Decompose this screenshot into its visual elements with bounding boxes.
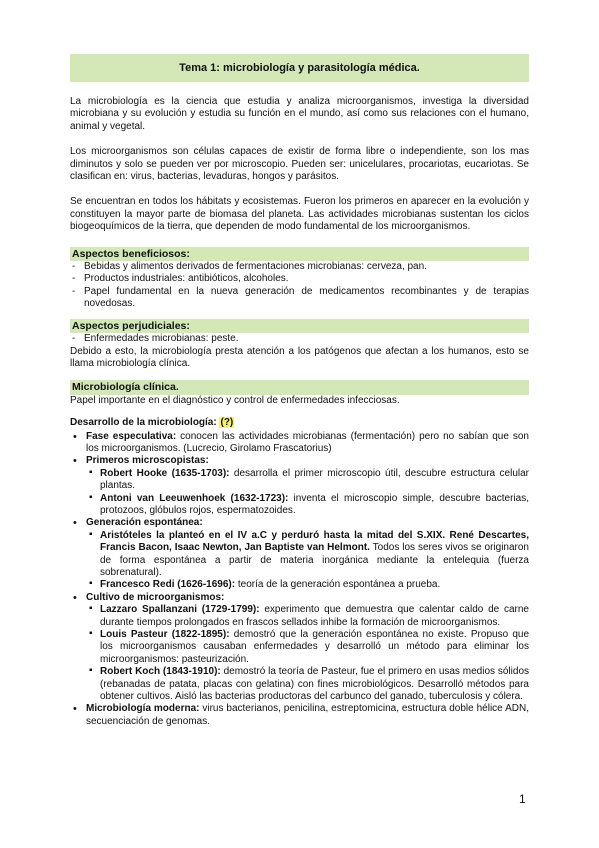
intro-paragraph-1: La microbiología es la ciencia que estudia y analiza microorganismos, investiga la diversidad microbiana y su evolución y estudia su función en el mundo, así como sus relaciones con el humano, animal y vegetal.: [70, 96, 529, 132]
item-text: inventa el microscopio simple, descubre bacterias, protozoos, glóbulos rojos, espermatozoides.: [100, 492, 529, 516]
list-item: - Enfermedades microbianas: peste.: [70, 333, 529, 345]
list-item: - Productos industriales: antibióticos, alcoholes.: [70, 273, 529, 285]
item-text: conocen las actividades microbianas (fermentación) pero no sabían que son los microorganismos. (Lucrecio, Girolamo Frascatorius): [86, 430, 529, 454]
list-item: - Bebidas y alimentos derivados de fermentaciones microbianas: cerveza, pan.: [70, 261, 529, 273]
document-body: [70, 96, 529, 728]
development-heading: [70, 417, 529, 429]
sub-list: [86, 530, 529, 592]
item-text: desarrolla el primer microscopio útil, descubre estructura celular plantas.: [100, 467, 529, 492]
item-text: demostró la teoría de Pasteur, fue el primero en usas medios sólidos (rebanadas de patata, placas con gelatina) con fines microbiológicos. Desarrolló métodos para obtener cultivos. Aisló las bacterias productoras del carbunco del ganado, tuberculosis y cólera.: [100, 666, 530, 703]
intro-paragraph-2: Los microorganismos son células capaces de existir de forma libre o independiente, son los mas diminutos y solo se pueden ver por microscopio. Pueden ser: unicelulares, procariotas, eucariotas. Se clasifican en: virus, bacterias, levaduras, hongos y parásitos.: [70, 146, 529, 183]
item-text: virus bacterianos, penicilina, estreptomicina, estructura doble hélice ADN, secuenciación de genomas.: [86, 703, 529, 727]
sub-item-aristotle: [86, 530, 529, 580]
item-text: Todos los seres vivos se originaron de forma espontánea a partir de materia inorgánica mediante la entelequia (fuerza sobrenatural).: [100, 542, 529, 578]
item-label: Robert Koch (1843-1910):: [100, 666, 221, 678]
harmful-list: [70, 333, 529, 345]
list-item-modern: [70, 703, 529, 728]
sub-item-koch: [86, 666, 529, 703]
section-heading-clinical: Microbiología clínica.: [70, 380, 529, 394]
sub-list: [86, 604, 529, 703]
sub-item-hooke: [86, 468, 529, 493]
item-label: Primeros microscopistas:: [86, 455, 209, 467]
title-banner: [70, 54, 529, 82]
section-heading-harmful: Aspectos perjudiciales:: [70, 319, 529, 333]
item-text: teoría de la generación espontánea a prueba.: [235, 579, 441, 591]
sub-item-leeuwenhoek: [86, 493, 529, 518]
item-label: Antoni van Leeuwenhoek (1632-1723):: [100, 492, 289, 504]
item-label: Francesco Redi (1626-1696):: [100, 579, 236, 591]
sub-list: [86, 468, 529, 518]
clinical-text: Papel importante en el diagnóstico y control de enfermedades infecciosas.: [70, 394, 400, 406]
item-label: Louis Pasteur (1822-1895):: [100, 629, 230, 641]
list-item-spontaneous-generation: [70, 517, 529, 591]
list-item: - Papel fundamental en la nueva generación de medicamentos recombinantes y de terapias novedosas.: [70, 286, 529, 311]
item-label: Aristóteles la planteó en el IV a.C y perduró hasta la mitad del S.XIX. René Descartes, Francis Bacon, Isaac Newton, Jan Baptiste van Helmont.: [100, 529, 529, 554]
sub-item-redi: [86, 579, 529, 591]
section-heading-beneficial: Aspectos beneficiosos:: [70, 247, 529, 261]
list-item-first-microscopists: [70, 455, 529, 517]
item-label: Robert Hooke (1635-1703):: [100, 467, 230, 479]
question-mark-highlight: (?): [220, 417, 234, 429]
document-title: Tema 1: microbiología y parasitología médica.: [179, 62, 420, 74]
harmful-note: Debido a esto, la microbiología presta atención a los patógenos que afectan a los humanos, esto se llama microbiología clínica.: [70, 345, 529, 369]
item-text: demostró que la generación espontánea no existe. Propuso que los microorganismos causaban enfermedades y desarrolló un método para eliminar los microorganismos: pasteurización.: [100, 629, 530, 665]
list-item-culture: [70, 592, 529, 704]
item-label: Lazzaro Spallanzani (1729-1799):: [100, 604, 260, 616]
page-number: 1: [519, 792, 526, 806]
development-list: [70, 431, 529, 729]
development-title: Desarrollo de la microbiología:: [70, 417, 217, 429]
sub-item-pasteur: [86, 629, 529, 666]
sub-item-spallanzani: [86, 604, 529, 629]
beneficial-list: [70, 261, 529, 311]
item-label: Generación espontánea:: [86, 517, 203, 529]
intro-paragraph-3: Se encuentran en todos los hábitats y ecosistemas. Fueron los primeros en aparecer en la evolución y constituyen la mayor parte de biomasa del planeta. Las actividades microbianas sustentan los ciclos biogeoquímicos de la tierra, que dependen de modo fundamental de los microorganismos.: [70, 196, 529, 233]
item-label: Cultivo de microorganismos:: [86, 591, 225, 603]
list-item-speculative: [70, 431, 529, 456]
item-label: Fase especulativa:: [86, 430, 177, 442]
item-label: Microbiología moderna:: [86, 703, 200, 715]
item-text: experimento que demuestra que calentar caldo de carne durante tiempos prolongados en frascos sellados inhibe la formación de microorganismos.: [100, 604, 529, 628]
